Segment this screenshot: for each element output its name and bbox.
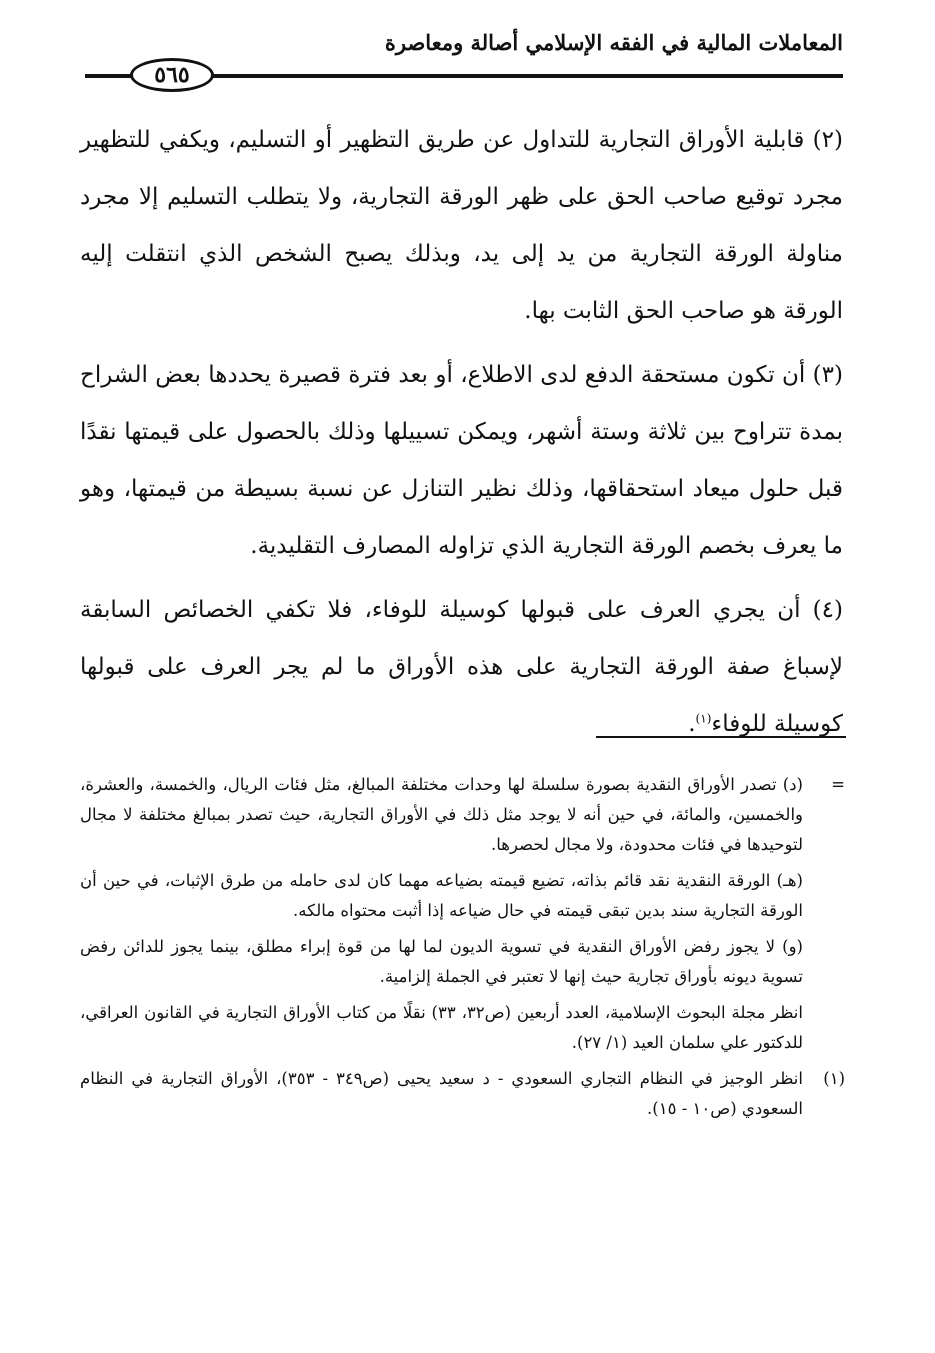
paragraph-4 [80,582,843,753]
paragraph-2: (٢) قابلية الأوراق التجارية للتداول عن طريق التظهير أو التسليم، ويكفي للتظهير مجرد توقيع صاحب الحق على ظهر الورقة التجارية، ولا يتطلب التسليم إلا مجرد مناولة الورقة التجارية من يد إلى يد، وبذلك يصبح الشخص الذي انتقلت إليه الورقة هو صاحب الحق الثابت بها. [80,127,843,324]
continuation-mark: = [831,775,845,794]
footnote-1-text: انظر الوجيز في النظام التجاري السعودي - د سعيد يحيى (ص٣٤٩ - ٣٥٣)، الأوراق التجارية في النظام السعودي (ص١٠ - ١٥). [80,1069,803,1118]
footnote-source: انظر مجلة البحوث الإسلامية، العدد أربعين (ص٣٢، ٣٣) نقلًا من كتاب الأوراق التجارية في القانون العراقي، للدكتور علي سلمان العيد (١/ ٢٧). [80,1003,803,1052]
footnote-continuation-h [80,866,845,926]
paragraph-4-end: . [688,711,696,737]
paragraph-4-text: (٤) أن يجري العرف على قبولها كوسيلة للوفاء، فلا تكفي الخصائص السابقة لإسباغ صفة الورقة التجارية على هذه الأوراق ما لم يجر العرف على قبولها كوسيلة للوفاء [80,597,843,737]
footnote-item-w: (و) لا يجوز رفض الأوراق النقدية في تسوية الديون لما لها من قوة إبراء مطلق، بينما يجوز للدائن رفض تسوية ديونه بأوراق تجارية حيث إنها لا تعتبر في الجملة إلزامية. [80,937,803,986]
running-header-title: المعاملات المالية في الفقه الإسلامي أصالة ومعاصرة [384,30,843,55]
footnote-continuation-w [80,932,845,992]
paragraph-3: (٣) أن تكون مستحقة الدفع لدى الاطلاع، أو بعد فترة قصيرة يحددها بعض الشراح بمدة تتراوح بين ثلاثة وستة أشهر، ويمكن تسييلها وذلك بالحصول على قيمتها نقدًا قبل حلول ميعاد استحقاقها، وذلك نظير التنازل عن نسبة بسيطة من قيمتها، وهو ما يعرف بخصم الورقة التجارية الذي تزاوله المصارف التقليدية. [80,362,843,559]
footnote-item-h: (هـ) الورقة النقدية نقد قائم بذاته، تضيع قيمته بضياعه مهما كان لدى حامله من طرق الإثبات، في حين أن الورقة التجارية سند بدين تبقى قيمته في حال ضياعه إذا أثبت محتواه مالكه. [80,871,803,920]
footnote-item-d: (د) تصدر الأوراق النقدية بصورة سلسلة لها وحدات مختلفة المبالغ، مثل فئات الريال، والخمسة، والعشرة، والخمسين، والمائة، في حين أنه لا يوجد مثل ذلك في الأوراق التجارية، حيث تصدر بمبالغ مختلفة لا مجال لتوحيدها في فئات محدودة، ولا مجال لحصرها. [80,775,803,854]
footnote-reference: (١) [695,711,712,726]
footnote-1 [80,1064,845,1124]
page-number: ٥٦٥ [130,58,214,92]
main-text [80,112,843,760]
footnote-continuation-source [80,998,845,1058]
footnote-continuation-d [80,770,845,860]
footnote-1-mark: (١) [823,1069,845,1088]
footnotes [80,770,845,1130]
footnote-separator [596,736,846,738]
